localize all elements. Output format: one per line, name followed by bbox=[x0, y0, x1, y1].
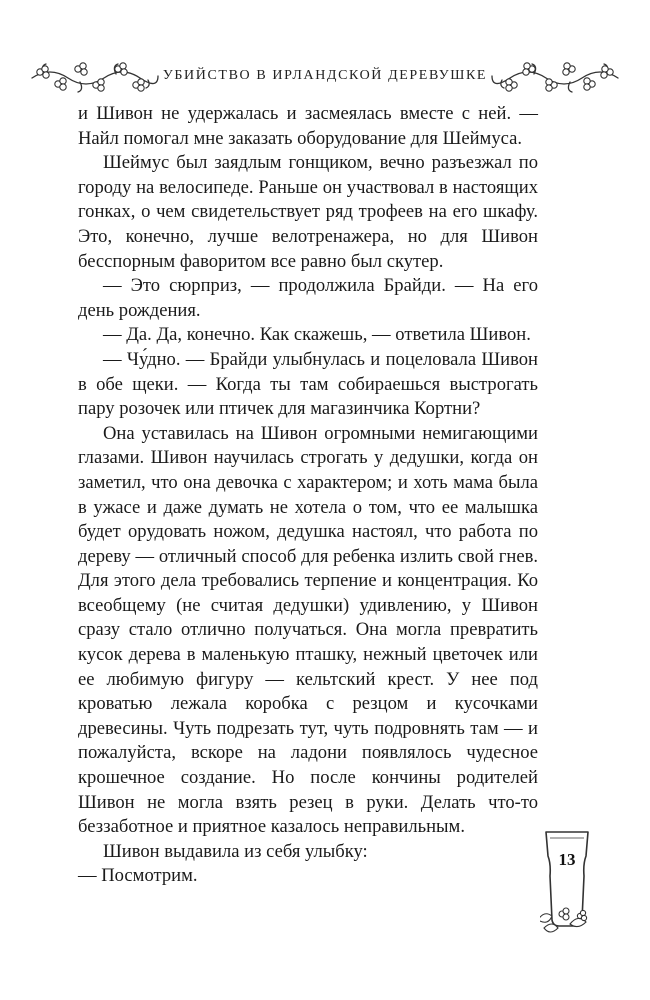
clover-vine-ornament-icon bbox=[490, 58, 622, 98]
page-header bbox=[28, 58, 622, 98]
paragraph: — Чу́дно. — Брайди улыбнулась и поцеловала Шивон в обе щеки. — Когда ты там собираешься выстрогать пару розочек или птичек для магазинчика Кортни? bbox=[78, 348, 538, 420]
paragraph: — Да. Да, конечно. Как скажешь, — ответила Шивон. bbox=[103, 324, 531, 346]
paragraph: — Это сюрприз, — продолжила Брайди. — На его день рождения. bbox=[78, 275, 538, 321]
body-text bbox=[78, 102, 538, 889]
paragraph: Шеймус был заядлым гонщиком, вечно разъезжал по городу на велосипеде. Раньше он участвовал в настоящих гонках, о чем свидетельствует ряд трофеев на его шкафу. Это, конечно, лучше велотренажера, но для Шивон бесспорным фаворитом все равно был скутер. bbox=[78, 152, 538, 272]
page-number-folio bbox=[540, 828, 594, 938]
pint-glass-icon bbox=[540, 828, 594, 938]
clover-vine-ornament-icon bbox=[28, 58, 160, 98]
paragraph: — Посмотрим. bbox=[78, 865, 198, 887]
paragraph: Она уставилась на Шивон огромными немигающими глазами. Шивон научилась строгать у дедушки, когда он заметил, что она девочка с характером; и хоть мама была в ужасе и даже думать не хотела о том, что ее малышка будет орудовать ножом, дедушка настоял, что работа по дереву — отличный способ для ребенка излить свой гнев. Для этого дела требовались терпение и концентрация. Ко всеобщему (не считая дедушки) удивлению, у Шивон сразу стало отлично получаться. Она могла превратить кусок дерева в маленькую пташку, нежный цветочек или ее любимую фигуру — кельтский крест. У нее под кроватью лежала коробка с резцом и кусочками древесины. Чуть подрезать тут, чуть подровнять там — и пожалуйста, вскоре на ладони появлялось чудесное крошечное создание. Но после кончины родителей Шивон не могла взять резец в руки. Делать что-то беззаботное и приятное казалось неправильным. bbox=[78, 422, 538, 838]
paragraph: Шивон выдавила из себя улыбку: bbox=[103, 840, 368, 862]
page-number: 13 bbox=[558, 850, 576, 869]
running-head: УБИЙСТВО В ИРЛАНДСКОЙ ДЕРЕВУШКЕ bbox=[162, 68, 488, 83]
paragraph: и Шивон не удержалась и засмеялась вместе с ней. — Найл помогал мне заказать оборудование для Шеймуса. bbox=[78, 103, 538, 149]
